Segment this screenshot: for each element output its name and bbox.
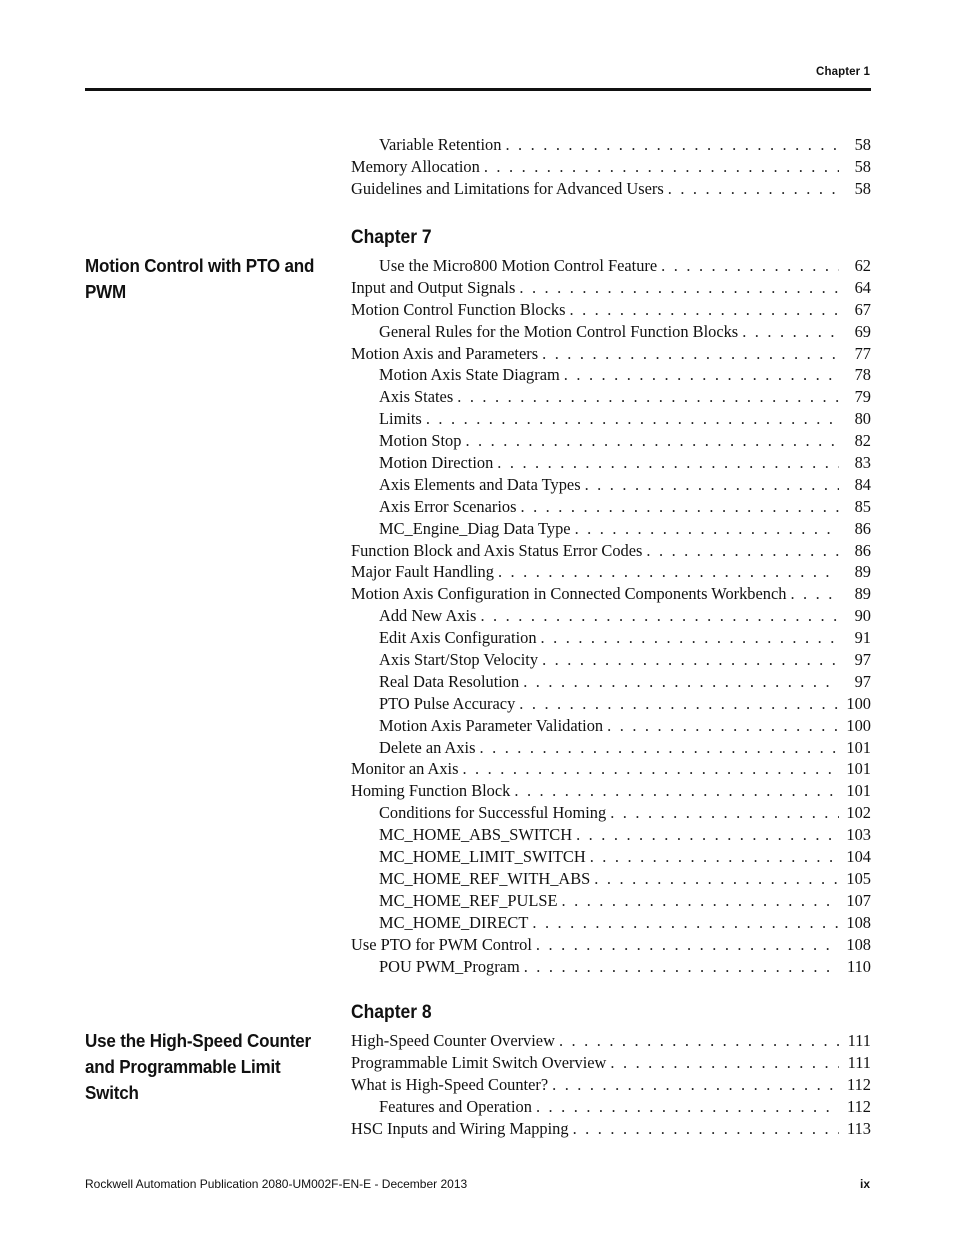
toc-entry[interactable] [351,738,871,760]
dot-leader [524,957,839,977]
toc-entry-title: High-Speed Counter Overview [351,1031,555,1050]
toc-entry-page: 79 [854,387,871,407]
toc-entry-title: Limits [379,409,422,429]
toc-entry-title: MC_Engine_Diag Data Type [379,518,571,538]
dot-leader [497,453,839,473]
toc-entry[interactable] [351,322,871,344]
toc-entry-title: MC_HOME_ABS_SWITCH [379,825,573,845]
toc-entry[interactable] [351,935,871,957]
toc-entry-title: Input and Output Signals [351,277,516,297]
toc-entry-title: Function Block and Axis Status Error Codes [351,540,643,560]
toc-entry-page: 86 [854,518,871,538]
dot-leader [610,1053,839,1073]
toc-entry[interactable] [351,869,871,891]
toc-entry-page: 97 [854,650,871,670]
toc-entry[interactable] [351,759,871,781]
toc-entry-page: 80 [854,409,871,429]
chapter-8-title: Use the High-Speed Counter and Programmable Limit Switch [85,1030,311,1103]
dot-leader [590,847,839,867]
toc-entry-page: 77 [854,343,871,363]
toc-entry[interactable] [351,913,871,935]
dot-leader [520,497,839,517]
dot-leader [462,759,839,779]
toc-entry-title: POU PWM_Program [379,956,520,976]
toc-entry[interactable] [351,1053,871,1075]
toc-entry-title: Motion Axis Parameter Validation [379,715,604,735]
chapter-7-heading: Chapter 7 [351,227,432,248]
toc-entry-title: HSC Inputs and Wiring Mapping [351,1118,569,1138]
dot-leader [559,1031,839,1051]
toc-entry-title: Conditions for Successful Homing [379,803,607,823]
toc-entry[interactable] [351,179,871,201]
dot-leader [519,278,839,298]
dot-leader [575,519,839,539]
toc-entry-title: Motion Direction [379,453,494,473]
toc-entry-title: Variable Retention [379,135,502,154]
dot-leader [519,694,839,714]
toc-entry-title: Real Data Resolution [379,671,520,691]
toc-entry-page: 108 [846,934,871,954]
toc-entry-title: Motion Axis and Parameters [351,343,539,363]
toc-entry-title: Axis Start/Stop Velocity [379,650,539,670]
toc-entry-title: Homing Function Block [351,781,511,801]
toc-entry[interactable] [351,847,871,869]
toc-entry-title: Memory Allocation [351,156,480,176]
toc-entry[interactable] [351,584,871,606]
toc-entry-page: 64 [854,277,871,297]
toc-entry-page: 69 [854,321,871,341]
toc-entry-title: What is High-Speed Counter? [351,1074,549,1094]
toc-entry-page: 85 [854,496,871,516]
toc-entry-title: Guidelines and Limitations for Advanced Users [351,178,664,198]
toc-entry[interactable] [351,135,871,157]
toc-entry-page: 58 [854,178,871,198]
toc-entry-page: 91 [854,628,871,648]
toc-entry-page: 100 [846,715,871,735]
toc-entry-page: 112 [847,1096,871,1116]
toc-entry-page: 89 [854,584,871,604]
dot-leader [594,869,839,889]
toc-entry-page: 101 [846,781,871,801]
footer-publication: Rockwell Automation Publication 2080-UM002F-EN-E - December 2013 [85,1177,468,1191]
toc-entry-page: 58 [854,156,871,176]
toc-entry[interactable] [351,628,871,650]
dot-leader [465,431,839,451]
dot-leader [661,256,839,276]
dot-leader [564,365,839,385]
dot-leader [480,738,840,758]
toc-entry-page: 105 [846,868,871,888]
toc-entry[interactable] [351,650,871,672]
toc-entry-page: 100 [846,693,871,713]
toc-entry[interactable] [351,300,871,322]
toc-entry-page: 111 [847,1031,871,1050]
toc-entry[interactable] [351,256,871,278]
toc-entry-page: 67 [854,299,871,319]
dot-leader [562,891,839,911]
toc-entry[interactable] [351,453,871,475]
toc-entry-page: 110 [847,956,871,976]
toc-entry[interactable] [351,1119,871,1141]
toc-entry[interactable] [351,278,871,300]
dot-leader [607,716,839,736]
toc-entry-page: 89 [854,562,871,582]
chapter-8-toc-list [351,1031,871,1140]
toc-entry-page: 111 [847,1052,871,1072]
toc-entry[interactable] [351,157,871,179]
toc-entry[interactable] [351,475,871,497]
toc-entry[interactable] [351,694,871,716]
toc-entry[interactable] [351,1075,871,1097]
dot-leader [536,1097,839,1117]
toc-entry[interactable] [351,1031,871,1053]
toc-entry-title: MC_HOME_REF_PULSE [379,890,558,910]
toc-entry-page: 90 [854,606,871,626]
toc-entry[interactable] [351,781,871,803]
toc-entry-title: Features and Operation [379,1096,532,1116]
chapter-label: Chapter 1 [816,66,870,78]
toc-entry[interactable] [351,497,871,519]
toc-entry-title: Motion Axis State Diagram [379,365,560,385]
dot-leader [585,475,839,495]
toc-entry-title: Axis Elements and Data Types [379,474,581,494]
dot-leader [541,628,839,648]
dot-leader [542,650,839,670]
toc-entry[interactable] [351,387,871,409]
dot-leader [484,157,839,177]
toc-entry-title: Edit Axis Configuration [379,628,537,648]
dot-leader [742,322,839,342]
toc-entry-page: 58 [854,135,871,154]
toc-entry-page: 112 [847,1074,871,1094]
toc-entry[interactable] [351,431,871,453]
toc-entry-title: Major Fault Handling [351,562,494,582]
dot-leader [480,606,839,626]
toc-entry-page: 84 [854,474,871,494]
toc-entry-title: MC_HOME_DIRECT [379,912,529,932]
dot-leader [552,1075,839,1095]
toc-entry[interactable] [351,365,871,387]
toc-entry-title: MC_HOME_REF_WITH_ABS [379,868,591,888]
toc-entry[interactable] [351,344,871,366]
header-rule [85,88,871,91]
dot-leader [668,179,839,199]
chapter-7-title: Motion Control with PTO and PWM [85,255,315,302]
toc-entry[interactable] [351,825,871,847]
toc-entry-page: 101 [846,759,871,779]
toc-entry-page: 103 [846,825,871,845]
toc-entry-page: 108 [846,912,871,932]
toc-entry-title: Motion Axis Configuration in Connected Components Workbench [351,584,787,604]
dot-leader [498,562,839,582]
toc-entry-page: 107 [846,890,871,910]
toc-entry[interactable] [351,541,871,563]
dot-leader [523,672,839,692]
toc-entry-page: 83 [854,453,871,473]
chapter-7-toc-list [351,256,871,978]
toc-continued-list [351,135,871,201]
dot-leader [457,387,839,407]
toc-entry-page: 82 [854,431,871,451]
toc-entry-page: 97 [854,671,871,691]
toc-entry-page: 102 [846,803,871,823]
toc-entry-title: Motion Control Function Blocks [351,299,566,319]
dot-leader [610,803,839,823]
dot-leader [576,825,839,845]
toc-entry[interactable] [351,891,871,913]
dot-leader [646,541,839,561]
toc-entry-page: 101 [846,737,871,757]
toc-entry-page: 78 [854,365,871,385]
toc-entry[interactable] [351,562,871,584]
toc-entry-title: MC_HOME_LIMIT_SWITCH [379,847,586,867]
toc-entry[interactable] [351,606,871,628]
toc-entry-page: 113 [847,1118,871,1138]
toc-entry[interactable] [351,803,871,825]
footer-page-number: ix [859,1177,870,1191]
dot-leader [790,584,839,604]
toc-entry-title: Axis States [379,387,454,407]
dot-leader [505,135,839,155]
toc-entry-title: Use the Micro800 Motion Control Feature [379,256,658,275]
toc-entry-title: PTO Pulse Accuracy [379,693,516,713]
dot-leader [569,300,839,320]
toc-entry-page: 62 [854,256,871,275]
toc-entry-title: Programmable Limit Switch Overview [351,1052,607,1072]
toc-entry-title: General Rules for the Motion Control Function Blocks [379,321,739,341]
toc-entry[interactable] [351,716,871,738]
toc-entry[interactable] [351,672,871,694]
dot-leader [514,781,839,801]
toc-entry-title: Use PTO for PWM Control [351,934,532,954]
dot-leader [573,1119,839,1139]
dot-leader [532,913,839,933]
dot-leader [426,409,839,429]
toc-entry[interactable] [351,957,871,979]
toc-entry-title: Motion Stop [379,431,462,451]
toc-entry[interactable] [351,1097,871,1119]
toc-entry-title: Delete an Axis [379,737,476,757]
chapter-8-heading: Chapter 8 [351,1002,432,1023]
toc-entry-title: Monitor an Axis [351,759,459,779]
toc-entry-page: 104 [846,847,871,867]
toc-entry-page: 86 [854,540,871,560]
toc-entry-title: Add New Axis [379,606,477,626]
dot-leader [542,344,839,364]
toc-entry[interactable] [351,519,871,541]
toc-entry[interactable] [351,409,871,431]
toc-entry-title: Axis Error Scenarios [379,496,517,516]
dot-leader [536,935,839,955]
